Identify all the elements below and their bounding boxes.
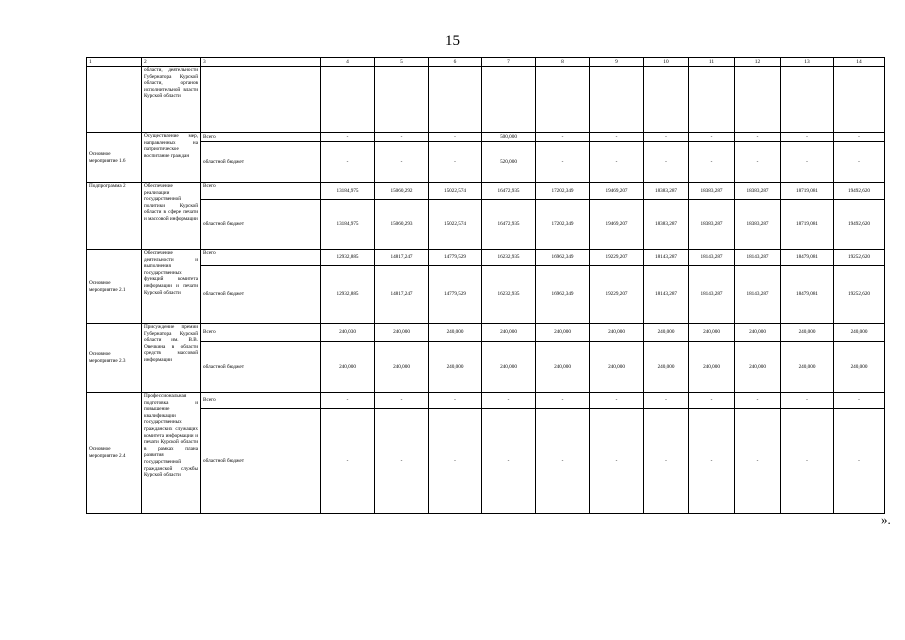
value-cell: - — [590, 409, 644, 514]
table-row-m21-total — [87, 250, 885, 266]
value-cell: - — [482, 393, 536, 409]
value-cell: 19252,620 — [834, 250, 885, 266]
value-cell: 16472,935 — [482, 183, 536, 200]
table-row-p2-budget — [87, 200, 885, 250]
header-row — [87, 58, 885, 67]
empty-cell — [429, 67, 482, 133]
closing-quote-mark: ». — [881, 512, 891, 527]
value-cell: 240,000 — [689, 324, 735, 342]
value-cell: 240,000 — [429, 324, 482, 342]
value-cell: - — [689, 393, 735, 409]
value-cell: 18719,081 — [781, 200, 834, 250]
header-cell: 2 — [142, 58, 201, 67]
value-cell: 18479,081 — [781, 266, 834, 324]
header-cell: 6 — [429, 58, 482, 67]
value-cell: 15060,292 — [375, 183, 429, 200]
header-cell: 13 — [781, 58, 834, 67]
value-cell: 17202,349 — [536, 183, 590, 200]
value-cell: 240,000 — [590, 342, 644, 393]
value-cell: 240,000 — [834, 342, 885, 393]
activity-name: Основное мероприятие 1.6 — [87, 133, 142, 183]
empty-cell — [590, 67, 644, 133]
value-cell: 240,000 — [644, 324, 689, 342]
value-cell: 15060,293 — [375, 200, 429, 250]
value-cell: - — [781, 393, 834, 409]
source-label: областной бюджет — [201, 200, 321, 250]
value-cell: 18143,287 — [689, 266, 735, 324]
value-cell: 19492,620 — [834, 183, 885, 200]
value-cell: 19492,620 — [834, 200, 885, 250]
source-label: областной бюджет — [201, 142, 321, 183]
value-cell: 16472,935 — [482, 200, 536, 250]
header-cell: 14 — [834, 58, 885, 67]
value-cell: 18479,081 — [781, 250, 834, 266]
value-cell: 15022,574 — [429, 183, 482, 200]
value-cell: 19469,207 — [590, 183, 644, 200]
activity-description: Обеспечение реализации государственной политики Курской области в сфере печати и массовой информации — [142, 183, 201, 250]
value-cell: - — [644, 133, 689, 142]
value-cell: 13184,975 — [321, 200, 375, 250]
value-cell: 16962,349 — [536, 250, 590, 266]
value-cell: 500,000 — [482, 133, 536, 142]
value-cell: 19469,207 — [590, 200, 644, 250]
header-cell: 4 — [321, 58, 375, 67]
empty-cell — [536, 67, 590, 133]
empty-cell — [834, 67, 885, 133]
value-cell: - — [781, 133, 834, 142]
empty-cell — [689, 67, 735, 133]
activity-description: Профессиональная подготовка и повышение квалификации государственных гражданских служащих комитета информации и печати Курской области в рамках плана развития государственной гражданской службы Курской области — [142, 393, 201, 514]
value-cell: 18383,287 — [735, 183, 781, 200]
value-cell: 240,000 — [834, 324, 885, 342]
value-cell: - — [590, 142, 644, 183]
value-cell: - — [429, 393, 482, 409]
value-cell: 18719,081 — [781, 183, 834, 200]
source-label: Всего — [201, 324, 321, 342]
table-row-m21-budget — [87, 266, 885, 324]
value-cell: 14817,247 — [375, 266, 429, 324]
table-row-m24-total — [87, 393, 885, 409]
value-cell: 240,000 — [375, 342, 429, 393]
value-cell: 240,000 — [429, 342, 482, 393]
value-cell: - — [536, 393, 590, 409]
value-cell: 18383,287 — [735, 200, 781, 250]
value-cell: 240,000 — [536, 324, 590, 342]
activity-description: области, деятельности Губернатора Курской области, органов исполнительной власти Курской области — [142, 67, 201, 133]
activity-name: Основное мероприятие 2.4 — [87, 393, 142, 514]
value-cell: 18143,287 — [735, 266, 781, 324]
value-cell: - — [644, 409, 689, 514]
value-cell: 18143,287 — [689, 250, 735, 266]
value-cell: - — [689, 133, 735, 142]
value-cell: 13184,975 — [321, 183, 375, 200]
table-row-m16-budget — [87, 142, 885, 183]
value-cell: 18143,287 — [735, 250, 781, 266]
header-cell: 9 — [590, 58, 644, 67]
page-number: 15 — [445, 33, 460, 49]
empty-cell — [482, 67, 536, 133]
value-cell: - — [536, 409, 590, 514]
value-cell: 19252,620 — [834, 266, 885, 324]
empty-cell — [201, 67, 321, 133]
empty-cell — [375, 67, 429, 133]
value-cell: - — [834, 393, 885, 409]
program-table — [86, 57, 885, 514]
value-cell: - — [321, 393, 375, 409]
value-cell: - — [834, 409, 885, 514]
value-cell: 240,000 — [482, 324, 536, 342]
value-cell: 14779,529 — [429, 266, 482, 324]
source-label: областной бюджет — [201, 342, 321, 393]
value-cell: - — [735, 142, 781, 183]
table-row-p2-total — [87, 183, 885, 200]
header-cell: 10 — [644, 58, 689, 67]
value-cell: 12932,885 — [321, 266, 375, 324]
value-cell: - — [375, 393, 429, 409]
value-cell: - — [590, 393, 644, 409]
value-cell: 18143,287 — [644, 250, 689, 266]
value-cell: - — [429, 142, 482, 183]
empty-cell — [644, 67, 689, 133]
empty-cell — [781, 67, 834, 133]
value-cell: - — [781, 409, 834, 514]
value-cell: - — [429, 133, 482, 142]
value-cell: 18143,287 — [644, 266, 689, 324]
value-cell: - — [590, 133, 644, 142]
activity-description: Осуществление мер, направленных на патриотическое воспитание граждан — [142, 133, 201, 183]
value-cell: 16232,935 — [482, 266, 536, 324]
source-label: областной бюджет — [201, 409, 321, 514]
empty-cell — [321, 67, 375, 133]
source-label: Всего — [201, 133, 321, 142]
value-cell: - — [644, 142, 689, 183]
source-label: областной бюджет — [201, 266, 321, 324]
value-cell: - — [834, 133, 885, 142]
value-cell: 18383,287 — [644, 183, 689, 200]
value-cell: - — [375, 133, 429, 142]
value-cell: 17202,349 — [536, 200, 590, 250]
value-cell: - — [834, 142, 885, 183]
header-cell: 5 — [375, 58, 429, 67]
value-cell: 240,000 — [781, 324, 834, 342]
header-cell: 3 — [201, 58, 321, 67]
value-cell: - — [321, 133, 375, 142]
header-cell: 8 — [536, 58, 590, 67]
header-cell: 7 — [482, 58, 536, 67]
value-cell: - — [735, 393, 781, 409]
value-cell: 240,000 — [644, 342, 689, 393]
value-cell: 240,000 — [781, 342, 834, 393]
source-label: Всего — [201, 250, 321, 266]
value-cell: 15022,574 — [429, 200, 482, 250]
table-row-m16-total — [87, 133, 885, 142]
activity-description: Обеспечение деятельности и выполнения государственных функций комитета информации и печати Курской области — [142, 250, 201, 324]
value-cell: - — [375, 142, 429, 183]
empty-cell — [735, 67, 781, 133]
value-cell: - — [482, 409, 536, 514]
value-cell: 19229,207 — [590, 250, 644, 266]
value-cell: - — [644, 393, 689, 409]
value-cell: 240,000 — [689, 342, 735, 393]
value-cell: 18383,287 — [689, 200, 735, 250]
value-cell: 16962,349 — [536, 266, 590, 324]
activity-name: Подпрограмма 2 — [87, 183, 142, 250]
value-cell: 240,000 — [375, 324, 429, 342]
header-cell: 11 — [689, 58, 735, 67]
value-cell: 240,000 — [590, 324, 644, 342]
activity-description: Присуждение премии Губернатора Курской области им. В.В. Овечкина в области средств массовой информации — [142, 324, 201, 393]
value-cell: 240,000 — [735, 342, 781, 393]
value-cell: - — [375, 409, 429, 514]
value-cell: 240,030 — [321, 324, 375, 342]
table-row-m23-total — [87, 324, 885, 342]
value-cell: - — [689, 142, 735, 183]
value-cell: 14779,529 — [429, 250, 482, 266]
value-cell: - — [735, 409, 781, 514]
value-cell: 12932,885 — [321, 250, 375, 266]
activity-name: Основное мероприятие 2.1 — [87, 250, 142, 324]
value-cell: 18383,287 — [644, 200, 689, 250]
header-cell: 12 — [735, 58, 781, 67]
value-cell: - — [536, 133, 590, 142]
value-cell: - — [321, 409, 375, 514]
value-cell: 240,000 — [482, 342, 536, 393]
value-cell: - — [689, 409, 735, 514]
source-label: Всего — [201, 393, 321, 409]
value-cell: - — [735, 133, 781, 142]
value-cell: 19229,207 — [590, 266, 644, 324]
value-cell: 14817,247 — [375, 250, 429, 266]
value-cell: - — [321, 142, 375, 183]
empty-cell — [87, 67, 142, 133]
table-row-m24-budget — [87, 409, 885, 514]
value-cell: 18383,287 — [689, 183, 735, 200]
activity-name: Основное мероприятие 2.3 — [87, 324, 142, 393]
value-cell: 16232,935 — [482, 250, 536, 266]
value-cell: - — [429, 409, 482, 514]
table-row-m23-budget — [87, 342, 885, 393]
source-label: Всего — [201, 183, 321, 200]
value-cell: 240,000 — [321, 342, 375, 393]
value-cell: - — [536, 142, 590, 183]
header-cell: 1 — [87, 58, 142, 67]
value-cell: 240,000 — [735, 324, 781, 342]
table-row-continuation — [87, 67, 885, 133]
value-cell: 240,000 — [536, 342, 590, 393]
value-cell: 520,000 — [482, 142, 536, 183]
value-cell: - — [781, 142, 834, 183]
